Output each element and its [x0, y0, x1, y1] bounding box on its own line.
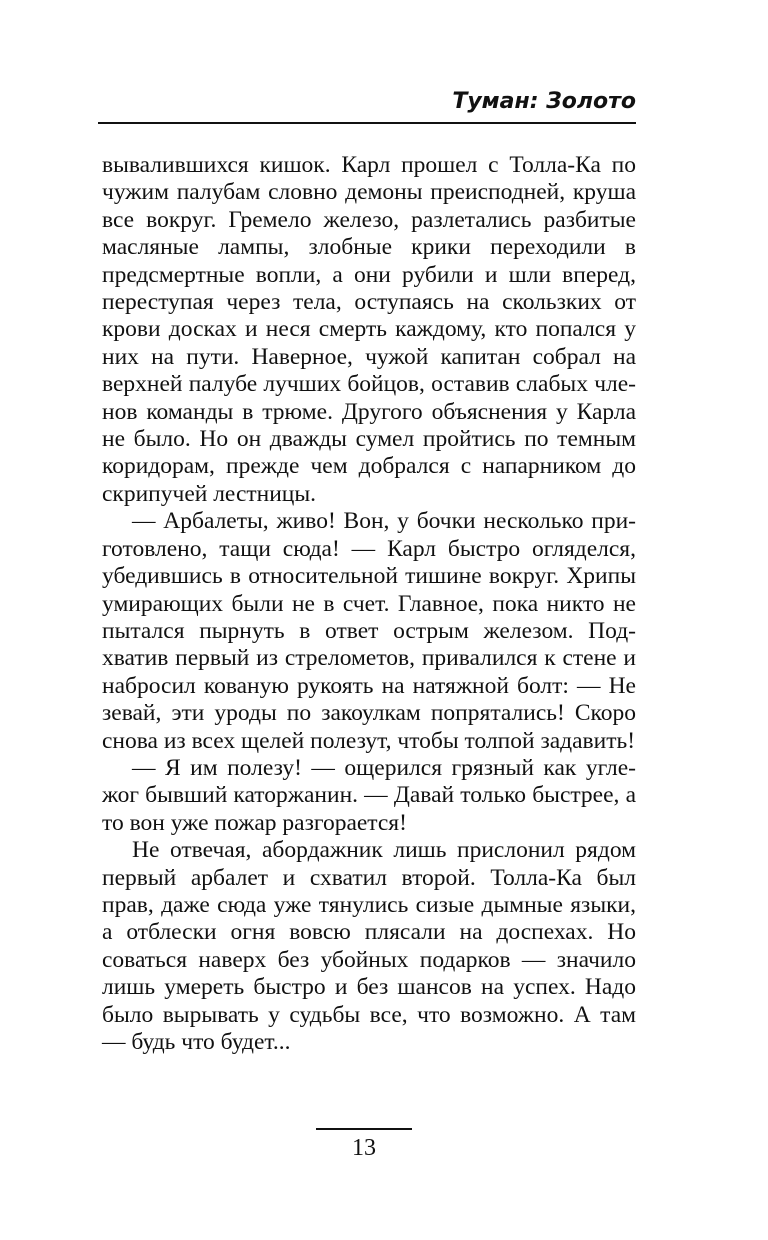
header-rule [98, 122, 636, 124]
paragraph-1: вывалившихся кишок. Карл прошел с Толла-Ка по чужим палубам словно демоны преисподней, круша все вокруг. Гремело железо, разлетались разбитые масляные лампы, злобные крики переходили в предсмертные вопли, а они рубили и шли вперед, переступая через тела, оступаясь на скользких от крови досках и неся смерть каждому, кто попался у них на пути. Наверное, чужой капитан собрал на верхней палубе лучших бойцов, оставив слабых членов команды в трюме. Другого объяснения у Карла не было. Но он дважды сумел пройтись по темным коридорам, прежде чем добрался с напарником до скрипучей лестницы. [102, 152, 636, 507]
page-number: 13 [352, 1135, 376, 1161]
paragraph-4: Не отвечая, абордажник лишь прислонил рядом первый арбалет и схватил второй. Толла-Ка был прав, даже сюда уже тянулись сизые дымные языки, а отблески огня вовсю плясали на доспехах. Но соваться наверх без убойных подарков — значило лишь умереть быстро и без шансов на успех. Надо было вырывать у судьбы все, что возможно. А там — будь что будет... [102, 837, 636, 1055]
paragraph-3: — Я им полезу! — ощерился грязный как углежог бывший каторжанин. — Давай только быстрее, а то вон уже пожар разгорается! [102, 754, 636, 836]
footer-rule [316, 1128, 412, 1130]
page-body [102, 152, 636, 1056]
paragraph-2: — Арбалеты, живо! Вон, у бочки несколько приготовлено, тащи сюда! — Карл быстро огляделся, убедившись в относительной тишине вокруг. Хрипы умирающих были не в счет. Главное, пока никто не пытался пырнуть в ответ острым железом. Подхватив первый из стрелометов, привалился к стене и набросил кованую рукоять на натяжной болт: — Не зевай, эти уроды по закоулкам попрятались! Скоро снова из всех щелей полезут, чтобы толпой задавить! [102, 508, 636, 754]
running-head-title: Туман: Золото [452, 89, 636, 114]
